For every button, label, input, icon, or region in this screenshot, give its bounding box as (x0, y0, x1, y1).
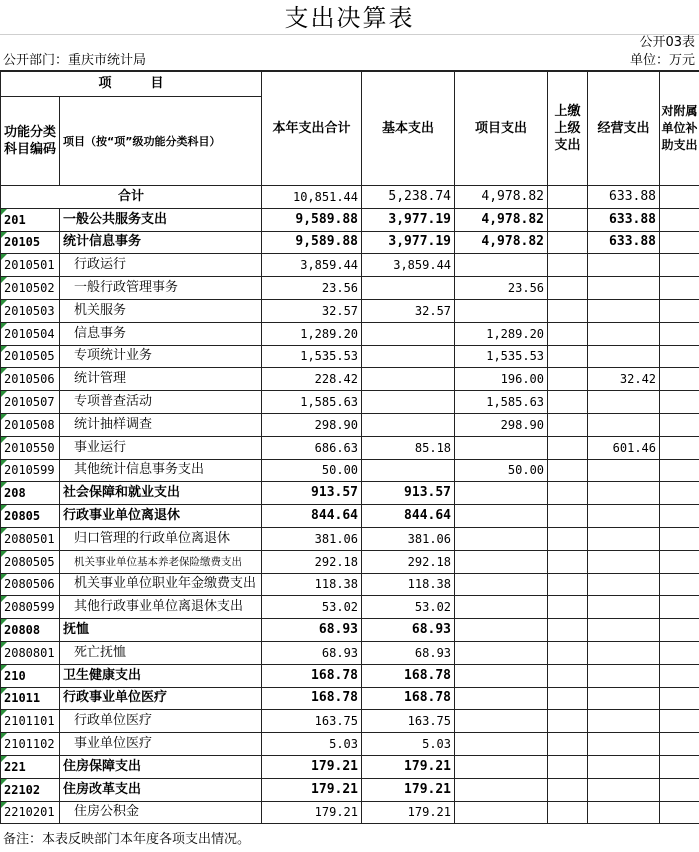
row-name: 社会保障和就业支出 (60, 482, 262, 505)
row-upper (548, 505, 588, 528)
row-upper (548, 687, 588, 710)
row-name: 行政事业单位离退休 (60, 505, 262, 528)
row-total: 298.90 (262, 413, 362, 436)
row-name: 卫生健康支出 (60, 664, 262, 687)
header-name: 项目（按“项”级功能分类科目） (60, 97, 262, 186)
expenditure-table (0, 70, 699, 824)
row-code: 2010599 (1, 459, 60, 482)
row-total: 168.78 (262, 664, 362, 687)
row-name: 住房保障支出 (60, 755, 262, 778)
table-row (1, 208, 699, 231)
row-business (588, 755, 660, 778)
total-total: 10,851.44 (262, 186, 362, 209)
row-total: 53.02 (262, 596, 362, 619)
row-upper (548, 550, 588, 573)
row-subsidiary (660, 550, 699, 573)
row-total: 68.93 (262, 619, 362, 642)
row-name: 信息事务 (60, 322, 262, 345)
row-code: 20808 (1, 619, 60, 642)
header-upper: 上缴上级支出 (548, 71, 588, 186)
row-code: 210 (1, 664, 60, 687)
table-row (1, 687, 699, 710)
row-upper (548, 208, 588, 231)
row-name: 机关服务 (60, 299, 262, 322)
row-upper (548, 801, 588, 824)
row-upper (548, 573, 588, 596)
row-project (455, 436, 548, 459)
row-total: 23.56 (262, 277, 362, 300)
row-basic: 844.64 (362, 505, 455, 528)
header-item: 项 目 (1, 71, 262, 97)
row-project (455, 527, 548, 550)
row-name: 其他统计信息事务支出 (60, 459, 262, 482)
row-subsidiary (660, 641, 699, 664)
row-business: 601.46 (588, 436, 660, 459)
row-basic: 53.02 (362, 596, 455, 619)
table-row (1, 733, 699, 756)
total-upper (548, 186, 588, 209)
header-subsidiary: 对附属单位补助支出 (660, 71, 699, 186)
row-code: 2010550 (1, 436, 60, 459)
row-code: 2010508 (1, 413, 60, 436)
row-upper (548, 345, 588, 368)
row-name: 事业运行 (60, 436, 262, 459)
row-name: 统计管理 (60, 368, 262, 391)
table-row (1, 345, 699, 368)
row-total: 9,589.88 (262, 208, 362, 231)
row-subsidiary (660, 231, 699, 254)
row-subsidiary (660, 368, 699, 391)
row-subsidiary (660, 596, 699, 619)
row-basic: 179.21 (362, 801, 455, 824)
row-code: 21011 (1, 687, 60, 710)
row-subsidiary (660, 277, 699, 300)
row-business (588, 573, 660, 596)
header-basic: 基本支出 (362, 71, 455, 186)
row-project: 23.56 (455, 277, 548, 300)
row-name: 死亡抚恤 (60, 641, 262, 664)
row-project (455, 619, 548, 642)
row-upper (548, 664, 588, 687)
row-subsidiary (660, 733, 699, 756)
row-subsidiary (660, 391, 699, 414)
row-subsidiary (660, 345, 699, 368)
row-business (588, 254, 660, 277)
row-project: 196.00 (455, 368, 548, 391)
row-name: 行政事业单位医疗 (60, 687, 262, 710)
row-code: 2010506 (1, 368, 60, 391)
row-project: 4,978.82 (455, 231, 548, 254)
row-business (588, 550, 660, 573)
table-row (1, 231, 699, 254)
row-project (455, 550, 548, 573)
row-project: 4,978.82 (455, 208, 548, 231)
row-basic: 68.93 (362, 641, 455, 664)
row-business (588, 299, 660, 322)
row-name: 住房公积金 (60, 801, 262, 824)
row-business (588, 778, 660, 801)
row-project: 50.00 (455, 459, 548, 482)
row-basic: 3,977.19 (362, 208, 455, 231)
row-basic (362, 322, 455, 345)
row-basic: 68.93 (362, 619, 455, 642)
row-business (588, 482, 660, 505)
row-name: 统计信息事务 (60, 231, 262, 254)
row-project (455, 710, 548, 733)
table-row (1, 254, 699, 277)
row-business (588, 413, 660, 436)
row-total: 168.78 (262, 687, 362, 710)
row-subsidiary (660, 687, 699, 710)
row-total: 1,289.20 (262, 322, 362, 345)
table-row (1, 801, 699, 824)
row-basic (362, 413, 455, 436)
table-row (1, 641, 699, 664)
row-basic: 913.57 (362, 482, 455, 505)
row-total: 32.57 (262, 299, 362, 322)
row-basic: 179.21 (362, 778, 455, 801)
total-project: 4,978.82 (455, 186, 548, 209)
row-business (588, 391, 660, 414)
row-basic (362, 277, 455, 300)
row-basic: 179.21 (362, 755, 455, 778)
row-total: 381.06 (262, 527, 362, 550)
row-business (588, 527, 660, 550)
row-upper (548, 254, 588, 277)
row-basic: 381.06 (362, 527, 455, 550)
row-business: 32.42 (588, 368, 660, 391)
row-subsidiary (660, 664, 699, 687)
row-code: 2010504 (1, 322, 60, 345)
row-business (588, 619, 660, 642)
row-basic: 168.78 (362, 664, 455, 687)
row-basic: 3,977.19 (362, 231, 455, 254)
row-subsidiary (660, 322, 699, 345)
row-project (455, 778, 548, 801)
row-total: 1,535.53 (262, 345, 362, 368)
row-subsidiary (660, 505, 699, 528)
row-business (588, 801, 660, 824)
row-upper (548, 436, 588, 459)
row-code: 2080801 (1, 641, 60, 664)
row-code: 2010503 (1, 299, 60, 322)
row-name: 专项普查活动 (60, 391, 262, 414)
row-upper (548, 368, 588, 391)
row-basic (362, 391, 455, 414)
table-row (1, 482, 699, 505)
row-subsidiary (660, 482, 699, 505)
row-total: 179.21 (262, 755, 362, 778)
table-row (1, 413, 699, 436)
row-business (588, 687, 660, 710)
header-total: 本年支出合计 (262, 71, 362, 186)
table-row (1, 710, 699, 733)
row-project (455, 596, 548, 619)
row-basic: 163.75 (362, 710, 455, 733)
row-name: 抚恤 (60, 619, 262, 642)
row-subsidiary (660, 573, 699, 596)
row-basic: 85.18 (362, 436, 455, 459)
row-business (588, 641, 660, 664)
row-subsidiary (660, 459, 699, 482)
row-project (455, 254, 548, 277)
row-total: 228.42 (262, 368, 362, 391)
row-upper (548, 299, 588, 322)
row-business (588, 505, 660, 528)
row-basic (362, 459, 455, 482)
row-project: 298.90 (455, 413, 548, 436)
row-code: 2010507 (1, 391, 60, 414)
page-title: 支出决算表 (284, 4, 415, 32)
row-code: 2010505 (1, 345, 60, 368)
row-subsidiary (660, 413, 699, 436)
row-basic: 118.38 (362, 573, 455, 596)
table-row (1, 527, 699, 550)
row-upper (548, 596, 588, 619)
table-row (1, 505, 699, 528)
department-label: 公开部门：重庆市统计局 (3, 53, 147, 68)
row-total: 844.64 (262, 505, 362, 528)
row-name: 行政运行 (60, 254, 262, 277)
row-name: 归口管理的行政单位离退休 (60, 527, 262, 550)
row-code: 208 (1, 482, 60, 505)
total-label: 合计 (1, 186, 262, 209)
row-business: 633.88 (588, 231, 660, 254)
row-total: 3,859.44 (262, 254, 362, 277)
row-upper (548, 482, 588, 505)
row-business (588, 277, 660, 300)
row-upper (548, 231, 588, 254)
row-project (455, 801, 548, 824)
row-name: 事业单位医疗 (60, 733, 262, 756)
row-project (455, 641, 548, 664)
row-project (455, 733, 548, 756)
row-basic: 168.78 (362, 687, 455, 710)
row-total: 5.03 (262, 733, 362, 756)
row-project (455, 687, 548, 710)
row-name: 机关事业单位基本养老保险缴费支出 (60, 550, 262, 573)
row-subsidiary (660, 436, 699, 459)
table-row (1, 619, 699, 642)
row-code: 22102 (1, 778, 60, 801)
row-business (588, 345, 660, 368)
row-name: 行政单位医疗 (60, 710, 262, 733)
row-basic: 32.57 (362, 299, 455, 322)
row-upper (548, 413, 588, 436)
table-row (1, 573, 699, 596)
total-business: 633.88 (588, 186, 660, 209)
row-subsidiary (660, 801, 699, 824)
row-code: 2010501 (1, 254, 60, 277)
row-total: 1,585.63 (262, 391, 362, 414)
row-upper (548, 322, 588, 345)
row-basic (362, 368, 455, 391)
table-code: 公开03表 (639, 35, 695, 50)
total-basic: 5,238.74 (362, 186, 455, 209)
row-code: 20105 (1, 231, 60, 254)
row-project (455, 299, 548, 322)
row-name: 住房改革支出 (60, 778, 262, 801)
header-code: 功能分类科目编码 (1, 97, 60, 186)
table-row (1, 322, 699, 345)
row-subsidiary (660, 208, 699, 231)
table-row (1, 299, 699, 322)
row-code: 2101102 (1, 733, 60, 756)
row-project (455, 664, 548, 687)
row-upper (548, 391, 588, 414)
row-total: 68.93 (262, 641, 362, 664)
table-row (1, 277, 699, 300)
row-project: 1,585.63 (455, 391, 548, 414)
row-basic: 3,859.44 (362, 254, 455, 277)
row-project (455, 482, 548, 505)
row-total: 179.21 (262, 778, 362, 801)
row-basic: 5.03 (362, 733, 455, 756)
row-name: 机关事业单位职业年金缴费支出 (60, 573, 262, 596)
row-project (455, 755, 548, 778)
row-code: 2210201 (1, 801, 60, 824)
table-row (1, 778, 699, 801)
row-business (588, 710, 660, 733)
row-upper (548, 619, 588, 642)
header-project: 项目支出 (455, 71, 548, 186)
row-total: 118.38 (262, 573, 362, 596)
row-name: 统计抽样调查 (60, 413, 262, 436)
row-code: 221 (1, 755, 60, 778)
table-row (1, 368, 699, 391)
row-code: 2080505 (1, 550, 60, 573)
row-total: 686.63 (262, 436, 362, 459)
row-code: 2080599 (1, 596, 60, 619)
row-subsidiary (660, 755, 699, 778)
row-subsidiary (660, 254, 699, 277)
row-subsidiary (660, 527, 699, 550)
table-row (1, 550, 699, 573)
row-basic (362, 345, 455, 368)
unit-label: 单位：万元 (629, 53, 695, 68)
table-row (1, 391, 699, 414)
row-total: 9,589.88 (262, 231, 362, 254)
row-name: 一般行政管理事务 (60, 277, 262, 300)
row-subsidiary (660, 710, 699, 733)
row-subsidiary (660, 299, 699, 322)
row-subsidiary (660, 619, 699, 642)
row-upper (548, 733, 588, 756)
row-business (588, 596, 660, 619)
row-upper (548, 641, 588, 664)
row-business (588, 664, 660, 687)
row-total: 179.21 (262, 801, 362, 824)
header-business: 经营支出 (588, 71, 660, 186)
row-code: 2080501 (1, 527, 60, 550)
row-name: 专项统计业务 (60, 345, 262, 368)
table-row (1, 755, 699, 778)
row-business (588, 322, 660, 345)
row-business (588, 459, 660, 482)
row-project (455, 573, 548, 596)
row-basic: 292.18 (362, 550, 455, 573)
row-project: 1,535.53 (455, 345, 548, 368)
table-row (1, 459, 699, 482)
row-total: 50.00 (262, 459, 362, 482)
row-project (455, 505, 548, 528)
footnote: 备注：本表反映部门本年度各项支出情况。 (3, 832, 251, 847)
table-row (1, 596, 699, 619)
row-project: 1,289.20 (455, 322, 548, 345)
row-code: 2010502 (1, 277, 60, 300)
row-upper (548, 755, 588, 778)
total-subsidiary (660, 186, 699, 209)
row-total: 913.57 (262, 482, 362, 505)
row-total: 163.75 (262, 710, 362, 733)
row-upper (548, 277, 588, 300)
table-row (1, 664, 699, 687)
row-business: 633.88 (588, 208, 660, 231)
row-business (588, 733, 660, 756)
row-upper (548, 778, 588, 801)
row-code: 20805 (1, 505, 60, 528)
row-upper (548, 527, 588, 550)
row-code: 201 (1, 208, 60, 231)
row-code: 2101101 (1, 710, 60, 733)
row-upper (548, 710, 588, 733)
row-name: 一般公共服务支出 (60, 208, 262, 231)
row-code: 2080506 (1, 573, 60, 596)
row-total: 292.18 (262, 550, 362, 573)
row-subsidiary (660, 778, 699, 801)
row-upper (548, 459, 588, 482)
table-row (1, 436, 699, 459)
row-name: 其他行政事业单位离退休支出 (60, 596, 262, 619)
